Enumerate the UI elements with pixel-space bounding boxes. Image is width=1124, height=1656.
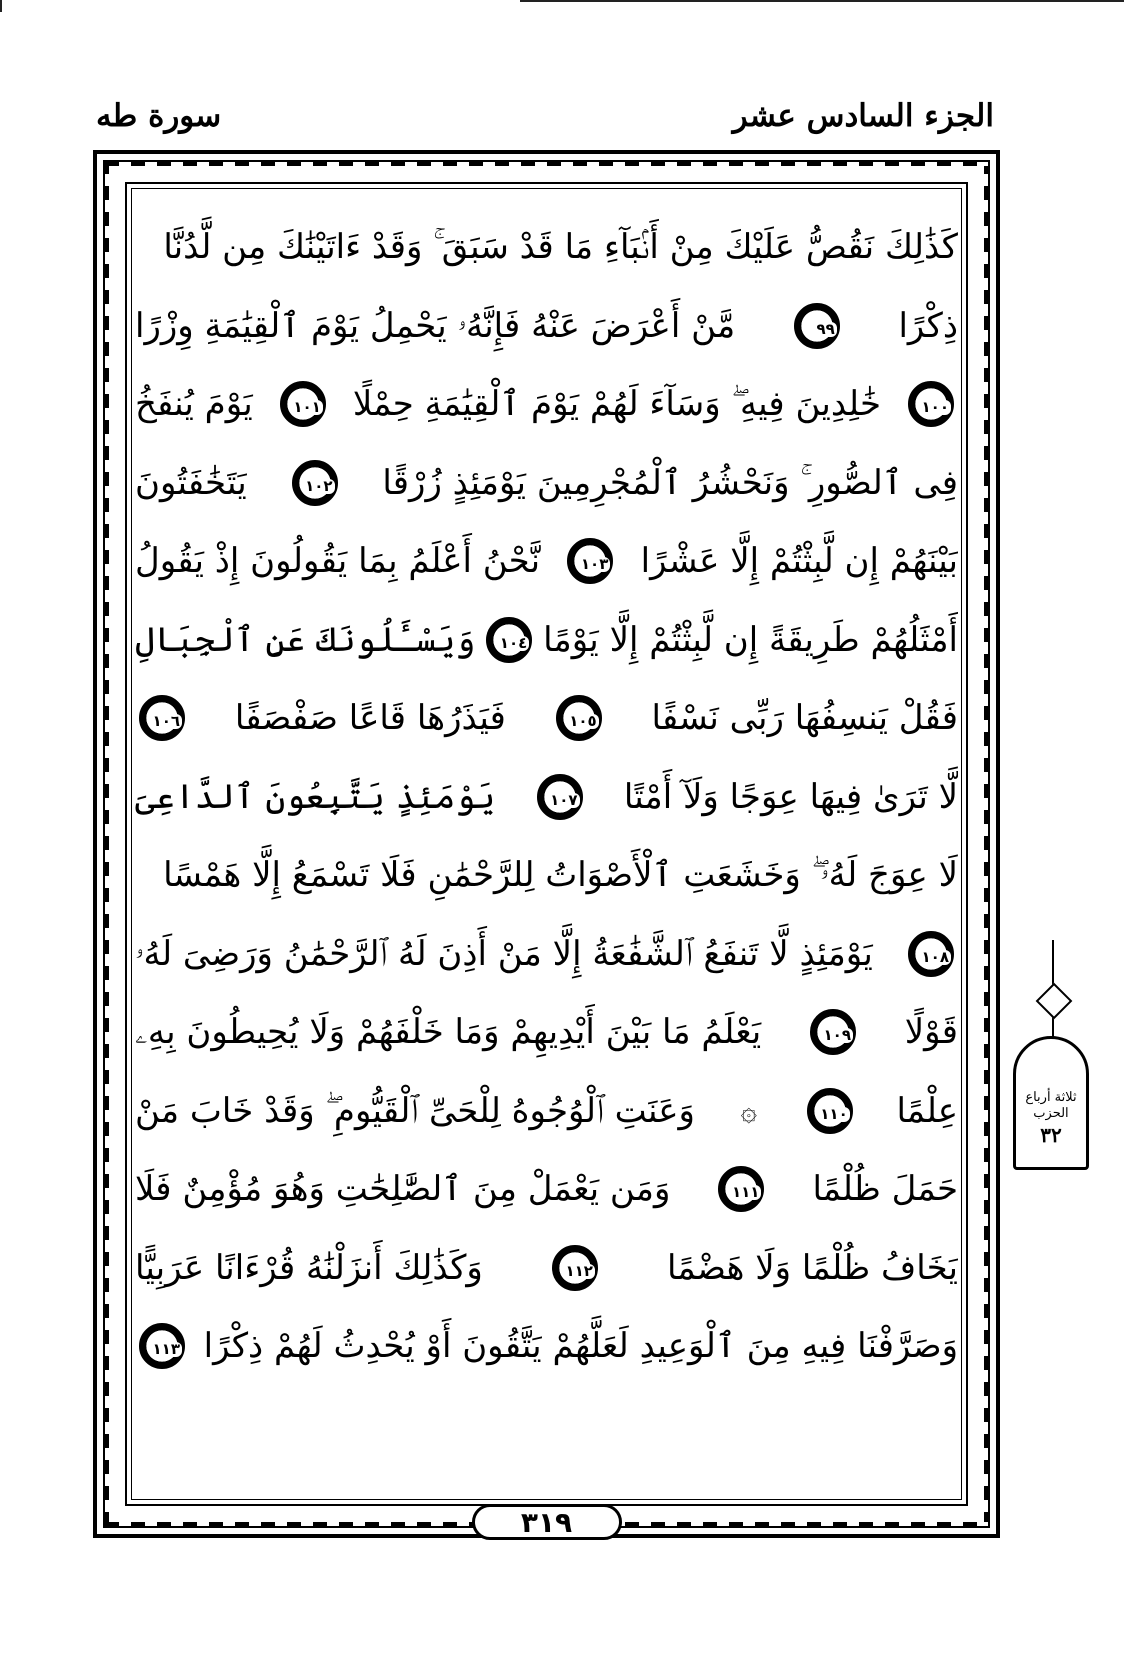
- ayah-number-marker: [556, 695, 602, 741]
- verse-text: يَوْمَ يُنفَخُ: [135, 384, 253, 425]
- verse-line: [135, 208, 958, 287]
- juz-title: الجزء السادس عشر: [732, 98, 994, 134]
- verse-text: خَٰلِدِينَ فِيهِ ۖ وَسَآءَ لَهُمْ يَوْمَ ٱلْقِيَٰمَةِ حِمْلًا: [352, 384, 881, 425]
- verse-text: فَقُلْ يَنسِفُهَا رَبِّى نَسْفًا: [651, 698, 958, 739]
- page-number-box: [472, 1504, 622, 1540]
- verse-line: [135, 1072, 958, 1151]
- verse-text: أَمْثَلُهُمْ طَرِيقَةً إِن لَّبِثْتُمْ إِلَّا يَوْمًا: [543, 619, 958, 660]
- verse-text: حَمَلَ ظُلْمًا: [812, 1169, 958, 1210]
- ayah-number: ١٠٥: [569, 712, 597, 731]
- verse-text: وَمَن يَعْمَلْ مِنَ ٱلصَّٰلِحَٰتِ وَهُوَ مُؤْمِنٌ فَلَا: [135, 1169, 671, 1210]
- verse-line: [135, 601, 958, 680]
- ayah-number-marker: [794, 303, 840, 349]
- verse-line: [135, 836, 958, 915]
- verse-line: [135, 1307, 958, 1386]
- ayah-number-marker: [908, 931, 954, 977]
- ayah-number: ١٠٨: [921, 947, 949, 966]
- verse-text: فِى ٱلصُّورِ ۚ وَنَحْشُرُ ٱلْمُجْرِمِينَ يَوْمَئِذٍ زُرْقًا: [382, 462, 958, 503]
- page-number: ٣١٩: [520, 1505, 573, 1539]
- ayah-number: ١٠١: [293, 398, 321, 417]
- ayah-number-marker: [292, 460, 338, 506]
- ayah-number-marker: [537, 774, 583, 820]
- ayah-number: ٩٩: [816, 319, 835, 338]
- page-frame: [93, 150, 1000, 1538]
- ayah-number: ١٠٤: [499, 633, 528, 652]
- ayah-number-marker: [552, 1245, 598, 1291]
- verse-line: [135, 365, 958, 444]
- ayah-number: ١٠٦: [152, 712, 181, 731]
- ayah-number-marker: [908, 381, 954, 427]
- ayah-number: ١١٢: [565, 1261, 593, 1280]
- ayah-number: ١٠٧: [550, 790, 578, 809]
- hizb-number: ٣٢: [1040, 1122, 1062, 1147]
- ayah-number: ١٠٣: [580, 555, 609, 574]
- surah-title: سورة طه: [96, 98, 222, 134]
- verse-text: يَوْمَئِذٍ لَّا تَنفَعُ ٱلشَّفَٰعَةُ إِلَّا مَنْ أَذِنَ لَهُ ٱلرَّحْمَٰنُ وَرَضِىَ لَهُۥ: [135, 933, 873, 974]
- ayah-number: ١٠٩: [823, 1026, 851, 1045]
- verse-text: بَيْنَهُمْ إِن لَّبِثْتُمْ إِلَّا عَشْرًا: [640, 541, 958, 582]
- corner-tick: [0, 0, 2, 12]
- verse-text: لَّا تَرَىٰ فِيهَا عِوَجًا وَلَآ أَمْتًا: [623, 776, 958, 817]
- ayah-number-marker: [807, 1088, 853, 1134]
- verse-text: فَيَذَرُهَا قَاعًا صَفْصَفًا: [234, 698, 506, 739]
- ayah-number-marker: [139, 695, 185, 741]
- verse-line: [135, 679, 958, 758]
- ayah-number-marker: [486, 617, 532, 663]
- verse-text: كَذَٰلِكَ نَقُصُّ عَلَيْكَ مِنْ أَنۢبَآءِ مَا قَدْ سَبَقَ ۚ وَقَدْ ءَاتَيْنَٰكَ مِن لَّدُنَّا: [163, 227, 958, 268]
- ayah-number: ١١٠: [820, 1104, 848, 1123]
- ornament-diamond-icon: [1036, 983, 1073, 1020]
- verse-text: قَوْلًا: [904, 1012, 958, 1053]
- text-panel: [125, 182, 968, 1506]
- ayah-number-marker: [718, 1166, 764, 1212]
- verse-text: يَعْلَمُ مَا بَيْنَ أَيْدِيهِمْ وَمَا خَلْفَهُمْ وَلَا يُحِيطُونَ بِهِۦ: [135, 1012, 762, 1053]
- ayah-number-marker: [280, 381, 326, 427]
- ayah-number: ١١١: [731, 1183, 760, 1202]
- verse-line: [135, 522, 958, 601]
- verse-text: نَّحْنُ أَعْلَمُ بِمَا يَقُولُونَ إِذْ يَقُولُ: [135, 541, 541, 582]
- verse-lines: [135, 208, 958, 1386]
- ayah-number-marker: [567, 538, 613, 584]
- top-rule: [520, 0, 1124, 2]
- verse-text: يَخَافُ ظُلْمًا وَلَا هَضْمًا: [666, 1247, 958, 1288]
- verse-text: عِلْمًا: [896, 1090, 958, 1131]
- verse-text: وَيَسْـَٔلُونَكَ عَنِ ٱلْجِبَالِ: [135, 619, 476, 660]
- verse-line: [135, 444, 958, 523]
- verse-line: [135, 1150, 958, 1229]
- ayah-number-marker: [139, 1323, 185, 1369]
- verse-text: لَا عِوَجَ لَهُۥ ۖ وَخَشَعَتِ ٱلْأَصْوَاتُ لِلرَّحْمَٰنِ فَلَا تَسْمَعُ إِلَّا هَمْسًا: [163, 855, 958, 896]
- verse-text: يَتَخَٰفَتُونَ: [135, 462, 247, 503]
- ayah-number: ١١٣: [152, 1340, 180, 1359]
- ayah-number: ١٠٢: [305, 476, 333, 495]
- verse-text: وَعَنَتِ ٱلْوُجُوهُ لِلْحَىِّ ٱلْقَيُّومِ ۖ وَقَدْ خَابَ مَنْ: [135, 1090, 695, 1131]
- rub-el-hizb-icon: ۞: [740, 1093, 758, 1127]
- page-header: [96, 98, 994, 146]
- verse-line: [135, 1229, 958, 1308]
- verse-text: يَوْمَئِذٍ يَتَّبِعُونَ ٱلدَّاعِىَ: [135, 776, 496, 817]
- verse-line: [135, 993, 958, 1072]
- verse-text: وَكَذَٰلِكَ أَنزَلْنَٰهُ قُرْءَانًا عَرَبِيًّا: [135, 1247, 483, 1288]
- hizb-quarter-label: ثلاثة أرباع: [1025, 1090, 1077, 1105]
- verse-text: مَّنْ أَعْرَضَ عَنْهُ فَإِنَّهُۥ يَحْمِلُ يَوْمَ ٱلْقِيَٰمَةِ وِزْرًا: [135, 305, 736, 346]
- hizb-word: الحزب: [1033, 1106, 1069, 1122]
- verse-text: وَصَرَّفْنَا فِيهِ مِنَ ٱلْوَعِيدِ لَعَلَّهُمْ يَتَّقُونَ أَوْ يُحْدِثُ لَهُمْ ذِكْرًا: [203, 1326, 958, 1367]
- ayah-number: ١٠٠: [921, 398, 949, 417]
- verse-line: [135, 758, 958, 837]
- ayah-number-marker: [810, 1009, 856, 1055]
- hizb-ornament: [1010, 940, 1096, 1175]
- verse-line: [135, 287, 958, 366]
- verse-line: [135, 915, 958, 994]
- hizb-label: [1016, 1090, 1086, 1148]
- verse-text: ذِكْرًا: [898, 305, 958, 346]
